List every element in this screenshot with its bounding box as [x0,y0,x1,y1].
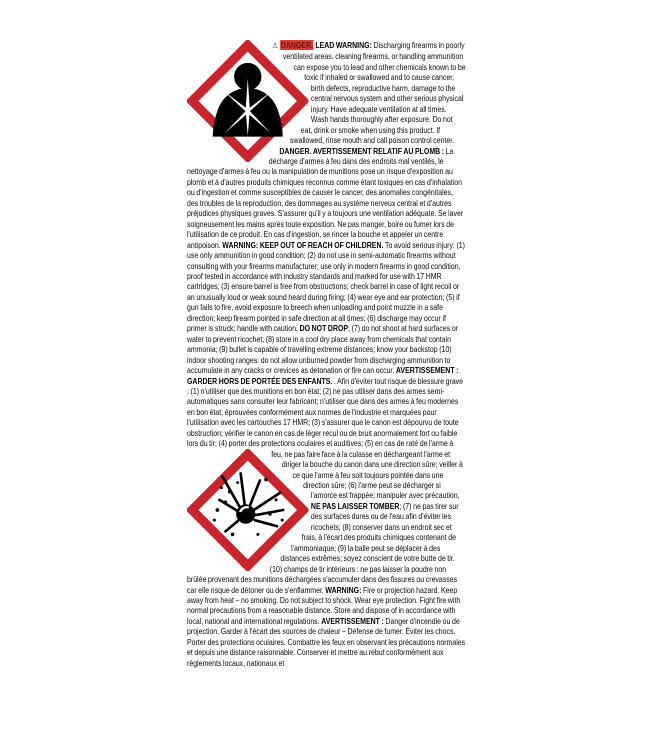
text-segment: Fire or projection hazard. Keep away from heat – no smoking. Do not subject to shock. Wear eye protection. Fight fire with normal precautions from a reasonable distance. Store and dispose of in accordance with local, national and international regulations. [187,584,461,626]
text-segment: NE PAS LAISSER TOMBER [310,500,400,511]
text-segment: DANGER. AVERTISSEMENT RELATIF AU PLOMB : [279,145,446,156]
text-segment: à feu, ne pas faire face à la culasse en déchargeant l'arme et diriger la bouche du canon dans une direction sûre; veiller à ce que l'arme à feu soit toujours pointée dans une direction sûre; (6) l'arme peut se décharger si l'amorce est frappée; manipuler avec précaution, [271,438,463,501]
text-segment: AVERTISSEMENT : [321,615,386,626]
danger-chip: DANGER. [280,40,313,50]
text-segment: WARNING: KEEP OUT OF REACH OF CHILDREN. [222,239,386,250]
text-segment: La décharge d'armes à feu dans des endroits mal ventilés, le nettoyage d'armes à feu ou la manipulation de munitions pose un risque d'exposition au plomb et à d'autres produits chimiques reconnus comme étant toxiques en cas d'inhalation ou d'ingestion et comme susceptibles de causer le cancer, des anomalies congénitales, des troubles de la reproduction, des dommages au système nerveux central et d'autres préjudices physiques graves. S'assurer qu'il y a toujours une ventilation adéquate. Se laver soigneusement les mains après toute exposition. Ne pas manger, boire ou fumer lors de l'utilisation de ce produit. En cas d'ingestion, se rincer la bouche et appeler un centre antipoison. [187,145,464,250]
text-segment: Discharging firearms in poorly ventilated areas, cleaning firearms, or handling ammunition can expose you to lead and other chemicals known to be toxic if inhaled or swallowed and to cause cancer, birth defects, reproductive harm, damage to the central nervous system and other serious physical injury. Have adequate ventilation at all times. Wash hands thoroughly after exposure. Do not eat, drink or smoke when using this product. If swallowed, rinse mouth and call poison control center. [282,40,466,146]
text-segment: . Afin d'éviter tout risque de blessure grave : (1) n'utiliser que des munitions en bon état; (2) ne pas utiliser dans des armes semi-automatiques sans consulter leur fabricant; n'utiliser que dans des armes à feu modernes en bon état, éprouvées conformément aux normes de l'industrie et marquées pour l'utilisation avec les cartouches 17 HMR; (3) s'assurer que le canon est dépourvu de toute obstruction; vérifier le canon en cas de léger recul ou de bruit anormalement fort ou faible lors du tir; (4) porter des protections oculaires et auditives; (5) en cas de raté de l'arme [187,375,464,449]
warning-triangle-icon: ⚠ [272,41,281,50]
text-segment: To avoid serious injury: (1) use only ammunition in good condition; (2) do not use in semi-automatic firearms without consulting with your firearms manufacturer; use only in modern firearms in good condition, proof tested in accordance with industry standards and marked for use with 17 HMR cartridges; (3) ensure barrel is free from obstructions; check barrel in case of light recoil or an unusually loud or weak sound heard during firing; (4) wear eye and ear protection; (5) if gun fails to fire, avoid exposure to breech when unloading and point muzzle in a safe direction; keep firearm pointed in safe direction at all times; (6) discharge may occur if primer is struck; handle with caution, [187,239,465,334]
text-segment: ; (7) do not shoot at hard surfaces or water to prevent ricochet; (8) store in a cool dry place away from chemicals that contain ammonia; (9) bullet is capable of travelling extreme distances; know your backstop (10) indoor shooting ranges: do not allow unburned powder from discharging ammunition to accumulate in any cracks or crevices as detonation or fire can occur. [187,323,459,376]
text-segment: DO NOT DROP [299,323,349,334]
warning-label-text-block [187,40,466,668]
text-segment: LEAD WARNING: [313,40,374,50]
text-segment: ; (7) ne pas tirer sur des surfaces dures ou de l'eau afin d'éviter les ricochets; (8) conserver dans un endroit sec et frais, à l'écart des produits chimiques contenant de l'ammoniaque; (9) la balle peut se déplacer à des distances extrêmes; soyez conscient de votre butte de tir. (10) champs de tir intérieurs : ne pas laisser la poudre non brûlée provenant des munitions déchargées s'accumuler dans des fissures ou crevasses car elle risque de détoner ou de s'enflammer. [187,500,459,595]
text-segment: WARNING: [325,584,363,595]
text-segment: Danger d'incendie ou de projection. Garder à l'écart des sources de chaleur – Défense de fumer. Éviter les chocs. Porter des protections oculaires. Combattre les feux en observant les précautions normales et depuis une distance raisonnable. Conserver et mettre au rebut conformément aux règlements locaux, nationaux et [187,615,466,668]
text-segment: AVERTISSEMENT : GARDER HORS DE PORTÉE DES ENFANTS. [187,365,459,386]
